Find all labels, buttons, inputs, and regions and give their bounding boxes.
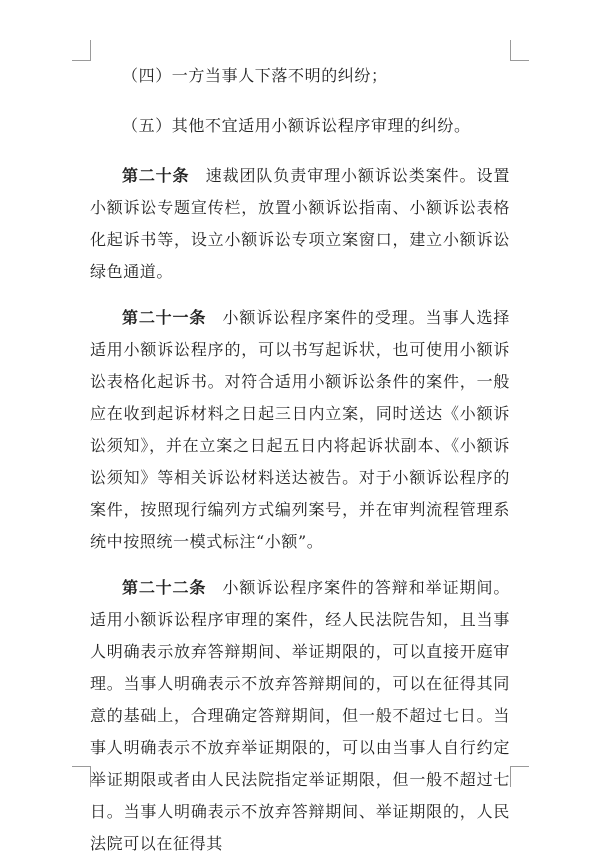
article-22-heading: 第二十二条 [122,578,207,597]
crop-mark-bottom-right [510,766,529,787]
crop-mark-bottom-left [72,766,91,787]
crop-mark-top-left [72,40,91,61]
article-22 [90,572,510,860]
article-21-body: 小额诉讼程序案件的受理。当事人选择适用小额诉讼程序的，可以书写起诉状，也可使用小额诉讼表格化起诉书。对符合适用小额诉讼条件的案件，一般应在收到起诉材料之日起三日内立案，同时送达《小额诉讼须知》，并在立案之日起五日内将起诉状副本、《小额诉讼须知》等相关诉讼材料送达被告。对于小额诉讼程序的案件，按照现行编列方式编列案号，并在审判流程管理系统中按照统一模式标注“小额”。 [90,308,510,551]
article-20-body: 速裁团队负责审理小额诉讼类案件。设置小额诉讼专题宣传栏，放置小额诉讼指南、小额诉讼表格化起诉书等，设立小额诉讼专项立案窗口，建立小额诉讼绿色通道。 [90,166,510,281]
article-21 [90,302,510,558]
article-20-heading: 第二十条 [122,166,190,185]
article-21-heading: 第二十一条 [122,308,207,327]
list-item-5: （五）其他不宜适用小额诉讼程序审理的纠纷。 [122,116,471,135]
article-22-body: 小额诉讼程序案件的答辩和举证期间。适用小额诉讼程序审理的案件，经人民法院告知，且当事人明确表示放弃答辩期间、举证期限的，可以直接开庭审理。当事人明确表示不放弃答辩期间的，可以在征得其同意的基础上，合理确定答辩期间，但一般不超过七日。当事人明确表示不放弃举证期限的，可以由当事人自行约定举证期限或者由人民法院指定举证期限，但一般不超过七日。当事人明确表示不放弃答辩期间、举证期限的，人民法院可以在征得其 [90,578,510,853]
document-body [90,60,510,860]
crop-mark-top-right [510,40,529,61]
article-20 [90,160,510,288]
list-item-4: （四）一方当事人下落不明的纠纷； [122,66,388,85]
